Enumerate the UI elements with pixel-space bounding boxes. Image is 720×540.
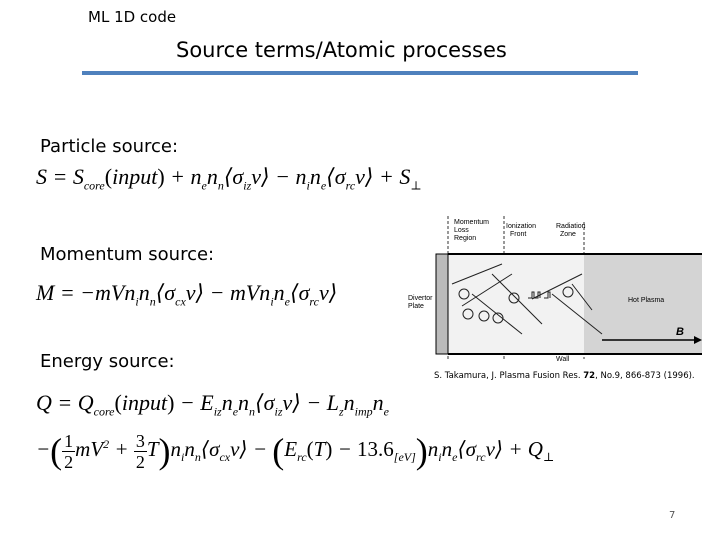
- momentum-loss-region-label: Momentum: [454, 219, 490, 226]
- svg-text:Front: Front: [510, 231, 527, 238]
- particle-source-equation: $S = S_{core}(input)$ + $n_en_n⟨\sigma_{iz}v⟩$ − $n_in_e⟨\sigma_{rc}v⟩ + S_\perp$: [36, 164, 422, 193]
- particle-source-label: Particle source:: [40, 136, 179, 157]
- hot-plasma-label: Hot Plasma: [628, 297, 665, 304]
- figure-citation: S. Takamura, J. Plasma Fusion Res. 72, No.9, 866-873 (1996).: [434, 371, 695, 381]
- ionization-front-label: Ionization: [506, 223, 536, 230]
- energy-source-equation-line1: $Q = Q_{core}(input)$ − $E_{iz}n_en_n⟨\sigma_{iz}v⟩ - L_zn_{imp}n_e$: [36, 390, 389, 419]
- divertor-plate-label: Divertor: [408, 295, 433, 302]
- svg-text:Zone: Zone: [560, 231, 576, 238]
- divertor-plasma-figure: [408, 214, 702, 364]
- slide-title: Source terms/Atomic processes: [176, 38, 507, 62]
- momentum-source-label: Momentum source:: [40, 244, 215, 265]
- svg-text:Loss: Loss: [454, 227, 469, 234]
- energy-source-label: Energy source:: [40, 351, 175, 372]
- hot-plasma-region: [584, 254, 702, 354]
- divertor-plate: [436, 254, 448, 354]
- svg-text:Plate: Plate: [408, 303, 424, 310]
- title-underline: [82, 71, 638, 75]
- energy-source-equation-line2: −( $\frac{1}{2}$ $mV^2$ + $\frac{3}{2}$ $T)n_in_n⟨\sigma_{cx}v⟩ - (E_{rc}(T)$ − $13.6_{[eV]})n_in_e⟨\sigma_{rc}v⟩ + Q_\perp$: [36, 430, 555, 472]
- header-label: ML 1D code: [88, 8, 177, 26]
- magnetic-field-label: B: [676, 326, 684, 338]
- momentum-source-equation: $M = -mVn_in_n⟨\sigma_{cx}v⟩$ − $mVn_in_e⟨\sigma_{rc}v⟩$: [36, 280, 338, 309]
- radiation-zone-label: Radiation: [556, 223, 586, 230]
- wall-label: Wall: [556, 356, 570, 363]
- page-number: 7: [669, 510, 676, 521]
- svg-text:Region: Region: [454, 235, 477, 242]
